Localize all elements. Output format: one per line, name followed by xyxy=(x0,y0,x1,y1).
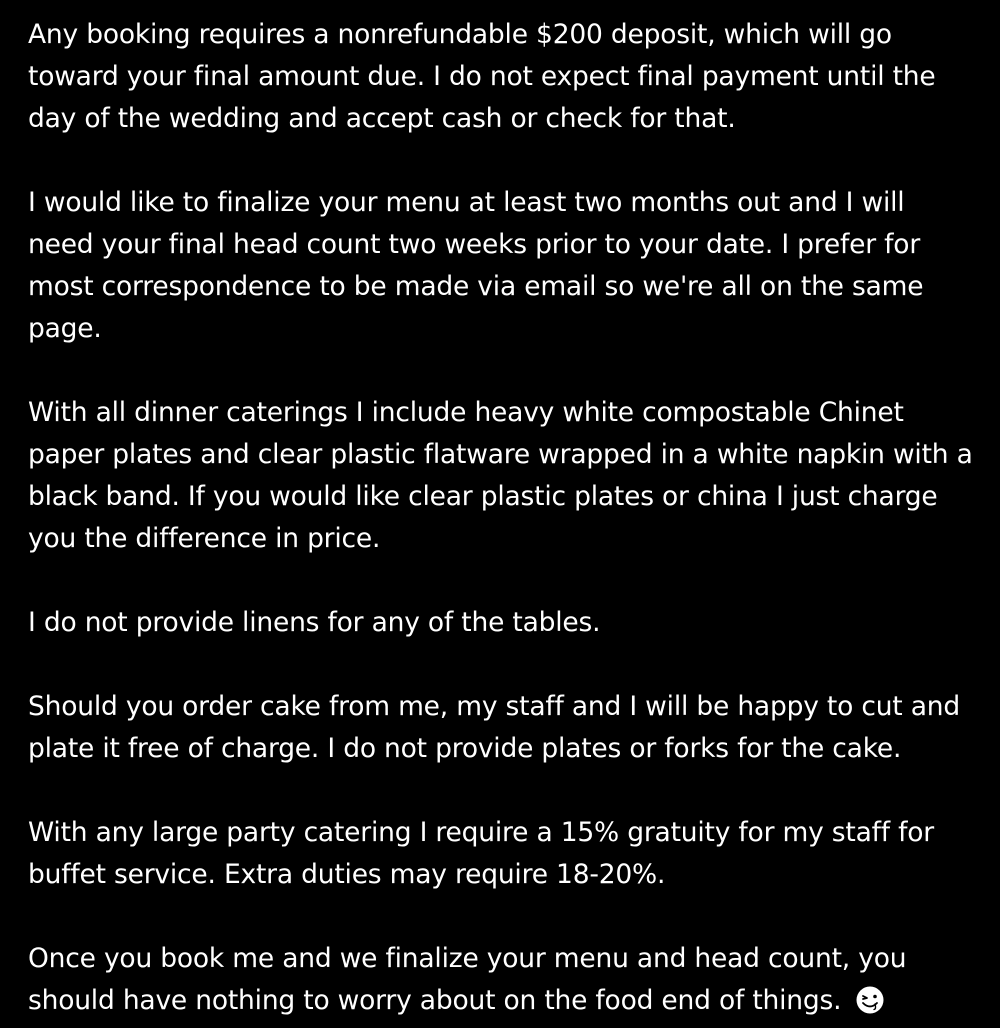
paragraph-deposit: Any booking requires a nonrefundable $200 deposit, which will go toward your final amount due. I do not expect final payment until the day of the wedding and accept cash or check for that. xyxy=(28,19,936,134)
paragraph-plates-flatware: With all dinner caterings I include heavy white compostable Chinet paper plates and clear plastic flatware wrapped in a white napkin with a black band. If you would like clear plastic plates or china I just charge you the difference in price. xyxy=(28,397,973,554)
winking-smiley-icon xyxy=(855,985,885,1015)
paragraph-cake: Should you order cake from me, my staff and I will be happy to cut and plate it free of charge. I do not provide plates or forks for the cake. xyxy=(28,691,960,764)
paragraph-linens: I do not provide linens for any of the tables. xyxy=(28,607,601,638)
closing-text: Once you book me and we finalize your menu and head count, you should have nothing to worry about on the food end of things. xyxy=(28,943,907,1016)
document-body xyxy=(28,14,978,1022)
paragraph-closing xyxy=(28,938,978,1022)
paragraph-menu-headcount: I would like to finalize your menu at least two months out and I will need your final head count two weeks prior to your date. I prefer for most correspondence to be made via email so we're all on the same page. xyxy=(28,187,924,344)
paragraph-gratuity: With any large party catering I require a 15% gratuity for my staff for buffet service. Extra duties may require 18-20%. xyxy=(28,817,934,890)
